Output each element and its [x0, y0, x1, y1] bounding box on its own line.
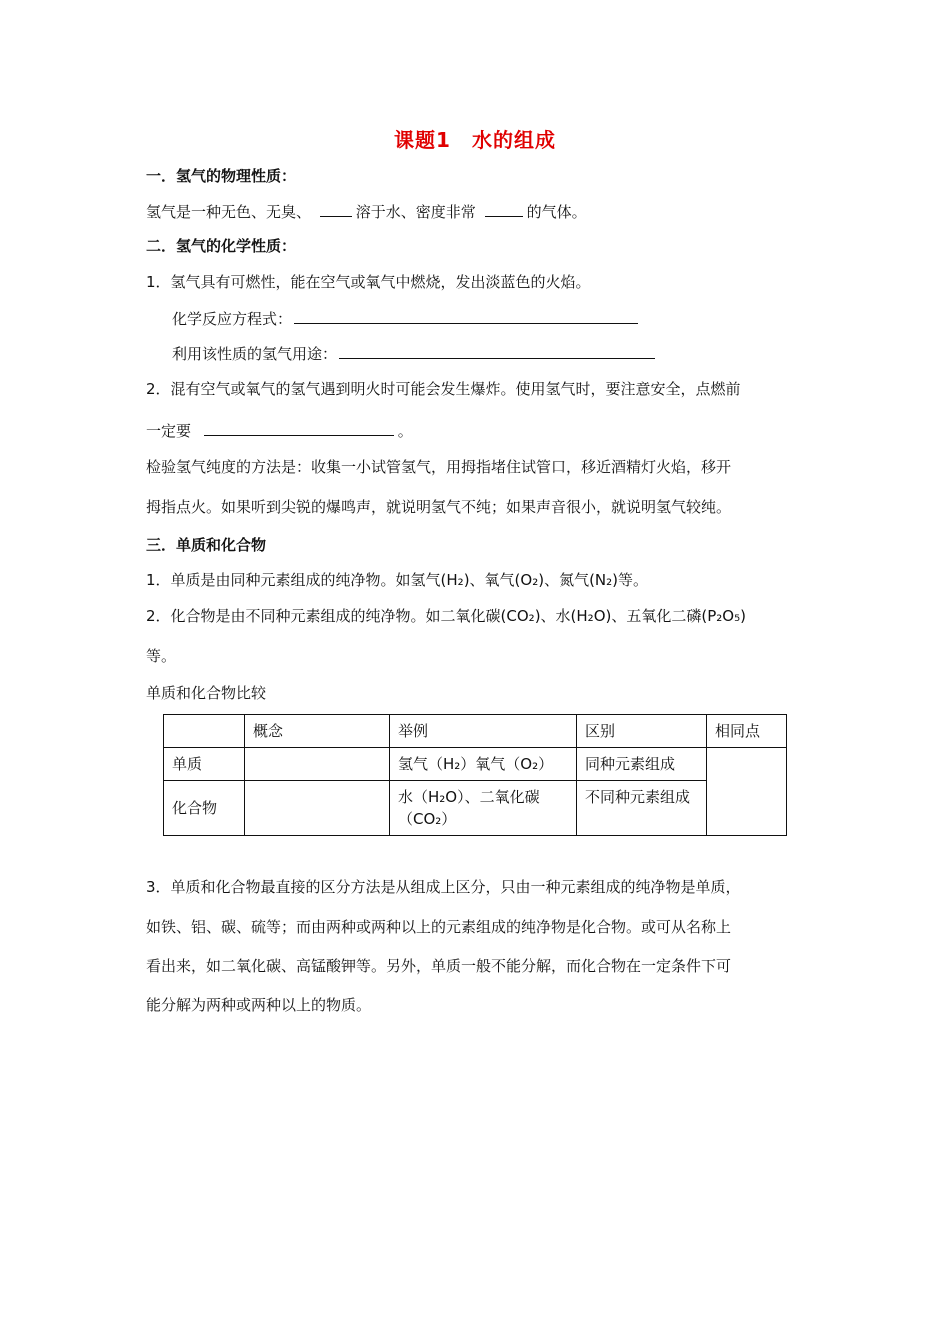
header-cell-difference: 区别	[577, 715, 707, 748]
common-point-cell[interactable]	[707, 748, 787, 836]
header-cell-concept: 概念	[245, 715, 390, 748]
s2-paragraph-2a: 2．混有空气或氧气的氢气遇到明火时可能会发生爆炸。使用氢气时，要注意安全，点燃前	[146, 380, 741, 398]
s2-equation-line	[172, 308, 642, 329]
s3-paragraph-3c: 看出来，如二氧化碳、高锰酸钾等。另外，单质一般不能分解，而化合物在一定条件下可	[146, 957, 732, 975]
s1-text-c: 的气体。	[526, 203, 587, 221]
row-element-concept[interactable]	[245, 748, 390, 781]
s2-paragraph-3a: 检验氢气纯度的方法是：收集一小试管氢气，用拇指堵住试管口，移近酒精灯火焰，移开	[146, 458, 732, 476]
s2-use-line	[172, 343, 659, 364]
s3-paragraph-3b: 如铁、铝、碳、硫等；而由两种或两种以上的元素组成的纯净物是化合物。或可从名称上	[146, 918, 732, 936]
blank-equation[interactable]	[294, 308, 638, 324]
s2-equation-label: 化学反应方程式：	[172, 310, 293, 328]
blank-solubility[interactable]	[320, 201, 352, 217]
row-compound-example: 水（H₂O）、二氧化碳（CO₂）	[390, 781, 577, 836]
row-compound-difference: 不同种元素组成	[577, 781, 707, 836]
s2-paragraph-3b: 拇指点火。如果听到尖锐的爆鸣声，就说明氢气不纯；如果声音很小，就说明氢气较纯。	[146, 498, 732, 516]
section-3-heading: 三．单质和化合物	[146, 536, 267, 554]
s2-p2b-end: 。	[397, 422, 413, 440]
s2-p2b-text: 一定要	[146, 422, 192, 440]
blank-density[interactable]	[485, 201, 523, 217]
s2-paragraph-1: 1．氢气具有可燃性，能在空气或氧气中燃烧，发出淡蓝色的火焰。	[146, 273, 591, 291]
row-compound-concept[interactable]	[245, 781, 390, 836]
s3-paragraph-3d: 能分解为两种或两种以上的物质。	[146, 996, 372, 1014]
s1-text-a: 氢气是一种无色、无臭、	[146, 203, 312, 221]
header-cell-example: 举例	[390, 715, 577, 748]
header-cell-empty	[164, 715, 245, 748]
s3-paragraph-3a: 3．单质和化合物最直接的区分方法是从组成上区分，只由一种元素组成的纯净物是单质，	[146, 878, 741, 896]
row-compound-name: 化合物	[164, 781, 245, 836]
s2-paragraph-2b	[146, 420, 413, 441]
s3-paragraph-2b: 等。	[146, 647, 177, 665]
table-caption: 单质和化合物比较	[146, 684, 267, 702]
section-1-heading: 一．氢气的物理性质：	[146, 167, 297, 185]
s3-paragraph-2a: 2．化合物是由不同种元素组成的纯净物。如二氧化碳(CO₂)、水(H₂O)、五氧化二磷(P₂O₅)	[146, 607, 746, 625]
table-row	[164, 748, 787, 781]
table-header-row	[164, 715, 787, 748]
page-title: 课题1 水的组成	[394, 128, 556, 152]
blank-check-purity[interactable]	[204, 420, 394, 436]
row-element-example: 氢气（H₂）氧气（O₂）	[390, 748, 577, 781]
header-cell-common: 相同点	[707, 715, 787, 748]
comparison-table	[163, 714, 787, 836]
blank-use[interactable]	[339, 343, 655, 359]
row-element-name: 单质	[164, 748, 245, 781]
s1-paragraph	[146, 201, 587, 222]
section-2-heading: 二．氢气的化学性质：	[146, 237, 297, 255]
s1-text-b: 溶于水、密度非常	[355, 203, 476, 221]
table-row	[164, 781, 787, 836]
row-element-difference: 同种元素组成	[577, 748, 707, 781]
s3-paragraph-1: 1．单质是由同种元素组成的纯净物。如氢气(H₂)、氧气(O₂)、氮气(N₂)等。	[146, 571, 649, 589]
s2-use-label: 利用该性质的氢气用途：	[172, 345, 338, 363]
